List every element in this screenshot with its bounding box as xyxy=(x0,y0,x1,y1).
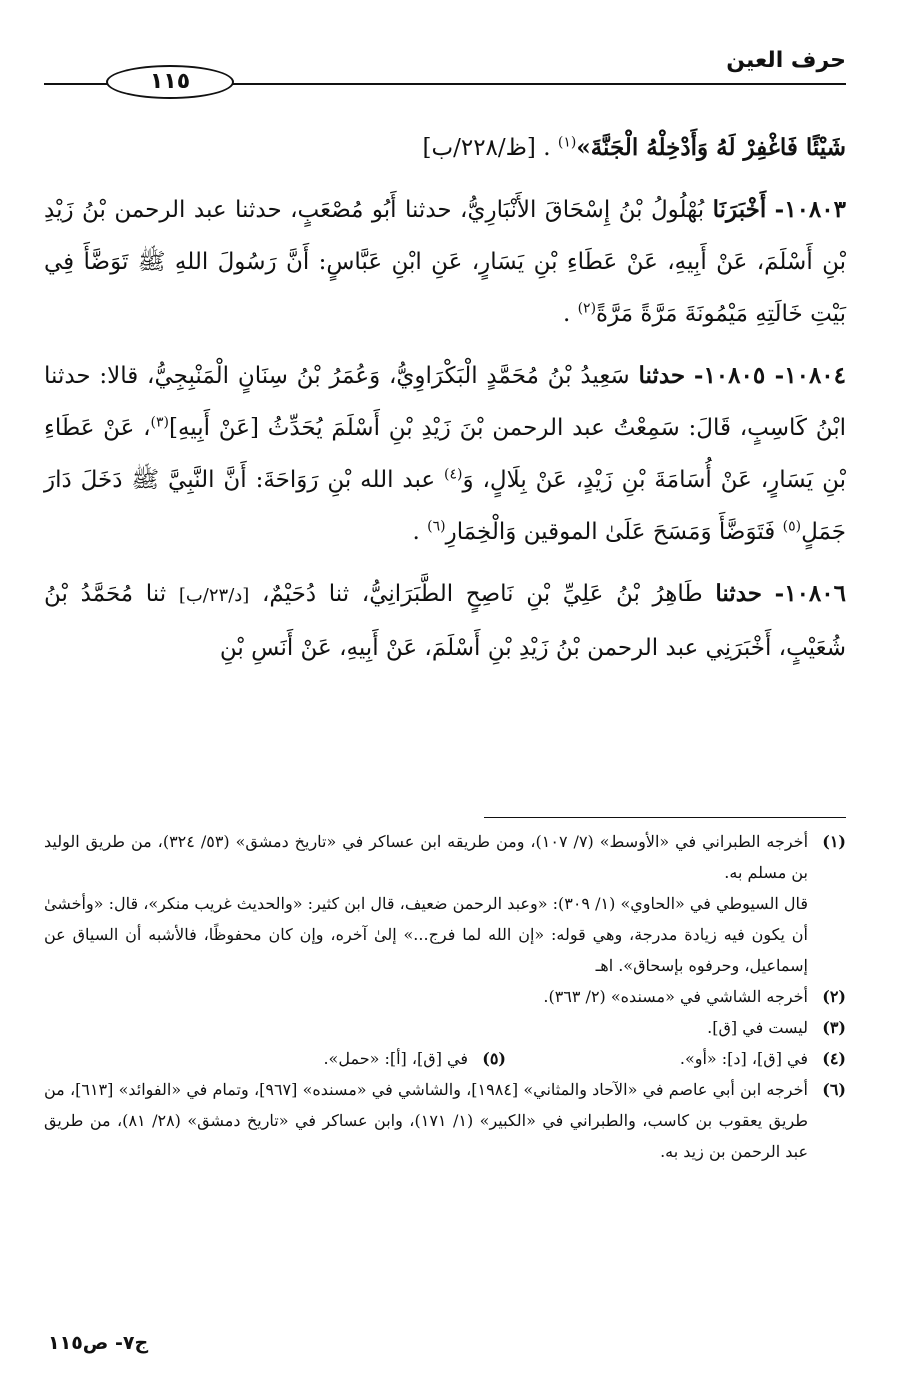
hadith-10806 xyxy=(44,568,846,674)
narration-keyword: حدثنا xyxy=(638,362,686,389)
footnote-mark: (١) xyxy=(822,832,846,851)
footnote-5 xyxy=(323,1043,506,1074)
footnote-4 xyxy=(506,1043,846,1074)
hadith-10804-10805 xyxy=(44,350,846,558)
footnote-ref: (١) xyxy=(557,134,577,151)
hadith-tail: . xyxy=(412,519,428,545)
footnote-1 xyxy=(44,826,846,888)
volume-page-footer: ج٧- ص١١٥ xyxy=(48,1332,149,1354)
footnote-mark: (٤) xyxy=(822,1049,846,1068)
hadith-text: سَعِيدُ بْنُ مُحَمَّدٍ الْبَكْرَاوِيُّ، وَعُمَرُ بْنُ سِنَانٍ الْمَنْبِجِيُّ، قالا: حدثنا ابْنُ كَاسِبٍ، قَالَ: سَمِعْتُ عبد الرحمن بْنَ زَيْدِ بْنِ أَسْلَمَ يُحَدِّثُ [عَنْ أَبِيهِ] xyxy=(44,363,846,441)
footnote-text: ليست في [ق]. xyxy=(707,1018,808,1037)
chapter-title: حرف العين xyxy=(726,48,846,73)
hadith-10803 xyxy=(44,184,846,340)
footnote-mark: (٥) xyxy=(482,1049,506,1068)
page-number: ١١٥ xyxy=(106,65,234,99)
footnotes xyxy=(44,826,846,1167)
footnote-text: أخرجه ابن أبي عاصم في «الآحاد والمثاني» [١٩٨٤]، والشاشي في «مسنده» [٩٦٧]، وتمام في «الفوائد» [٦١٣]، من طريق يعقوب بن كاسب، والطبراني في «الكبير» (١/ ١٧١)، وابن عساكر في «تاريخ دمشق» (٢٨/ ٨١)، من طريق عبد الرحمن بن زيد به. xyxy=(44,1080,809,1161)
footnote-ref: (٤) xyxy=(444,466,463,483)
hadith-text: طَاهِرُ بْنُ عَلِيِّ بْنِ نَاصِحٍ الطَّبَرَانِيُّ، ثنا دُحَيْمٌ، xyxy=(249,581,716,607)
footnote-mark: (٢) xyxy=(822,987,846,1006)
narration-keyword: حدثنا xyxy=(715,580,762,607)
hadith-number: ١٠٨٠٦- xyxy=(774,580,846,607)
footnote-separator xyxy=(484,817,846,818)
narration-keyword: أَخْبَرَنَا xyxy=(712,196,767,223)
quoted-text: شَيْئًا فَاغْفِرْ لَهُ وَأَدْخِلْهُ الْجَنَّةَ» xyxy=(576,134,846,161)
footnote-6 xyxy=(44,1074,846,1167)
footnote-text: في [ق]، [د]: «أو». xyxy=(679,1049,808,1068)
folio-ref: . [ظ/٢٢٨/ب] xyxy=(422,135,558,161)
hadith-text: بُهْلُولُ بْنُ إِسْحَاقَ الأَنْبَارِيُّ، حدثنا أَبُو مُصْعَبٍ، حدثنا عبد الرحمن بْنُ زَيْدِ بْنِ أَسْلَمَ، عَنْ أَبِيهِ، عَنْ عَطَاءِ بْنِ يَسَارٍ، عَنِ ابْنِ عَبَّاسٍ: أَنَّ رَسُولَ اللهِ ﷺ تَوَضَّأَ فِي بَيْتِ خَالَتِهِ مَيْمُونَةَ مَرَّةً مَرَّةً xyxy=(44,197,846,327)
folio-ref: [د/٢٣/ب] xyxy=(178,585,250,606)
footnote-text: في [ق]، [أ]: «حمل». xyxy=(323,1049,468,1068)
footnote-ref: (٣) xyxy=(150,414,169,431)
footnote-mark: (٣) xyxy=(822,1018,846,1037)
hadith-tail: . xyxy=(562,301,578,327)
footnote-2 xyxy=(44,981,846,1012)
paragraph-continuation xyxy=(44,122,846,174)
footnote-text: أخرجه الشاشي في «مسنده» (٢/ ٣٦٣). xyxy=(543,987,808,1006)
hadith-text: فَتَوَضَّأَ وَمَسَحَ عَلَىٰ الموقين وَالْخِمَارِ xyxy=(445,519,783,545)
hadith-number: ١٠٨٠٤- ١٠٨٠٥- xyxy=(693,362,847,389)
footnote-ref: (٥) xyxy=(782,518,802,535)
footnote-1-continuation xyxy=(44,888,846,981)
hadith-text: ثنا مُحَمَّدُ بْنُ شُعَيْبٍ، أَخْبَرَنِي عبد الرحمن بْنُ زَيْدِ بْنِ أَسْلَمَ، عَنْ أَبِيهِ، عَنْ أَنَسِ بْنِ xyxy=(44,581,846,661)
main-text xyxy=(44,122,846,684)
footnote-text: أخرجه الطبراني في «الأوسط» (٧/ ١٠٧)، ومن طريقه ابن عساكر في «تاريخ دمشق» (٥٣/ ٣٢٤)، من طريق الوليد بن مسلم به. xyxy=(44,832,809,882)
footnote-text: قال السيوطي في «الحاوي» (١/ ٣٠٩): «وعبد الرحمن ضعيف، قال ابن كثير: «والحديث غريب منكر»، قال: «وأخشىٰ أن يكون فيه زيادة مدرجة، وهي قوله: «إن الله لما فرج...» إلىٰ آخره، وإن كان محفوظًا، فالأشبه أن السياق عن إسماعيل، وحرفوه بإسحاق». اهـ xyxy=(44,894,809,975)
footnote-3 xyxy=(44,1012,846,1043)
hadith-number: ١٠٨٠٣- xyxy=(774,196,846,223)
hadith-text: عبد الله بْنِ رَوَاحَةَ: أَنَّ النَّبِيَّ ﷺ دَخَلَ دَارَ جَمَلٍ xyxy=(44,467,846,545)
footnote-ref: (٢) xyxy=(577,300,597,317)
footnote-ref: (٦) xyxy=(427,518,446,535)
hadith-text: ، عَنْ عَطَاءِ بْنِ يَسَارٍ، عَنْ أُسَامَةَ بْنِ زَيْدٍ، عَنْ بِلَالٍ، وَ xyxy=(44,415,847,493)
footnote-mark: (٦) xyxy=(822,1080,846,1099)
footnotes-4-5 xyxy=(44,1043,846,1074)
page-header xyxy=(44,40,846,94)
